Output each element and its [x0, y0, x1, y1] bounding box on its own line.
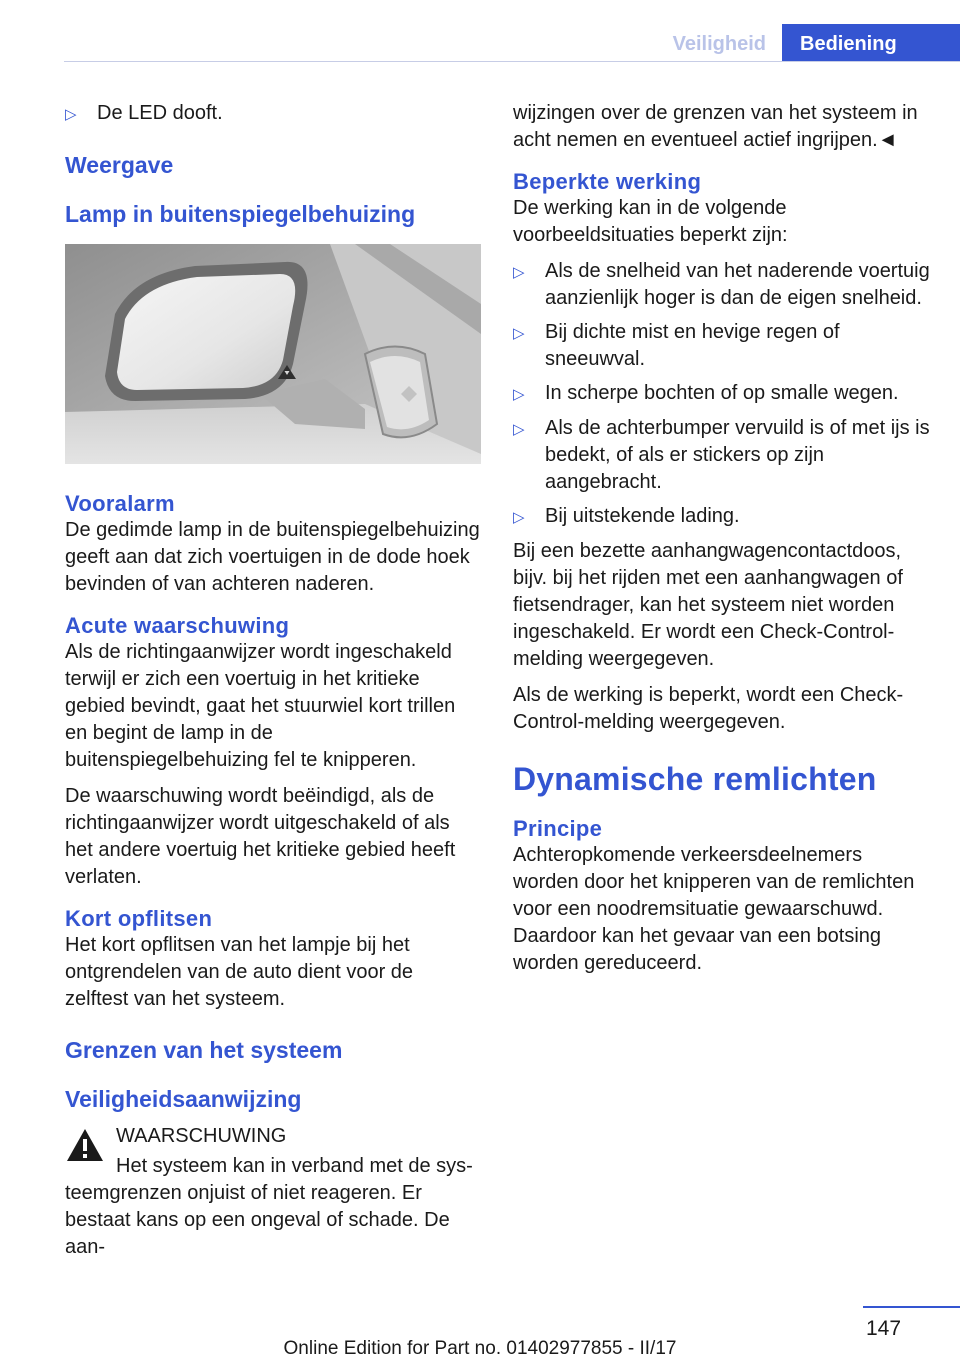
list-item: ▷ De LED dooft.: [65, 100, 481, 128]
paragraph: Achteropkomende verkeersdeelnemers worden door het knipperen van de remlichten voor een noodremsituatie gewaarschuwd. Daardoor kan het gevaar van een botsing worden gereduceerd.: [513, 844, 915, 974]
heading-grenzen: Grenzen van het systeem: [65, 1037, 343, 1063]
paragraph: wijzingen over de grenzen van het systeem in acht nemen en eventueel actief ingrijpen.◄: [513, 102, 918, 151]
heading-lamp: Lamp in buitenspiegelbehuizing: [65, 201, 416, 227]
bullet-triangle-icon: ▷: [513, 421, 525, 438]
current-section-tab: Bediening: [782, 24, 960, 62]
page-number: 147: [866, 1317, 902, 1340]
list-item: ▷ In scherpe bochten of op smalle wegen.: [513, 380, 933, 408]
warning-line: Het systeem kan in verband met de sys-: [116, 1155, 473, 1177]
header-rule: [64, 61, 960, 62]
paragraph: Als de richtingaanwijzer wordt ingeschakeld terwijl er zich een voertuig in het kritieke gebied bevindt, gaat het stuurwiel kort trillen en begint de lamp in de buitenspiegelbehuizing fel te knipperen.: [65, 641, 456, 771]
section-tab: Veiligheid: [657, 24, 782, 62]
heading-vooralarm: Vooralarm: [65, 491, 175, 516]
heading-kort: Kort opflitsen: [65, 906, 213, 931]
list-item: ▷ Als de snelheid van het naderende voertuig aanzienlijk hoger is dan de eigen snelheid.: [513, 258, 933, 312]
bullet-triangle-icon: ▷: [65, 106, 77, 123]
bullet-triangle-icon: ▷: [513, 509, 525, 526]
edition-note: Online Edition for Part no. 01402977855 - II/17: [283, 1338, 677, 1359]
paragraph: De waarschuwing wordt beëindigd, als de richtingaanwijzer wordt uitgeschakeld of als het andere voertuig het kritieke gebied heeft verlaten.: [65, 785, 456, 888]
list-item: ▷ Als de achterbumper vervuild is of met ijs is bedekt, of als er stickers op zijn aangebracht.: [513, 415, 933, 496]
heading-acute: Acute waarschuwing: [65, 613, 290, 638]
footer-rule: [863, 1306, 960, 1308]
left-column: [65, 100, 481, 1261]
heading-principe: Principe: [513, 816, 603, 841]
warning-triangle-icon: [65, 1127, 105, 1163]
heading-beperkte: Beperkte werking: [513, 169, 702, 194]
warning-block: [65, 1123, 481, 1261]
paragraph: Als de werking is beperkt, wordt een Check-Control-melding weergegeven.: [513, 684, 904, 733]
heading-dynamische: Dynamische remlichten: [513, 761, 877, 797]
paragraph: Het kort opflitsen van het lampje bij het ontgrendelen van de auto dient voor de zelftest van het systeem.: [65, 934, 414, 1010]
paragraph: De gedimde lamp in de buitenspiegelbehuizing geeft aan dat zich voertuigen in de dode hoek bevinden of van achteren naderen.: [65, 519, 480, 595]
heading-weergave: Weergave: [65, 152, 174, 178]
mirror-photo: [65, 244, 481, 464]
paragraph: De werking kan in de volgende voorbeeldsituaties beperkt zijn:: [513, 197, 788, 246]
right-column: [513, 100, 933, 986]
list-item: ▷ Bij uitstekende lading.: [513, 503, 933, 531]
header-tabs: [657, 24, 960, 62]
warning-text: teemgrenzen onjuist of niet reageren. Er bestaat kans op een ongeval of schade. De aan-: [65, 1182, 450, 1258]
bullet-triangle-icon: ▷: [513, 386, 525, 403]
paragraph: Bij een bezette aanhangwagencontactdoos, bijv. bij het rijden met een aanhangwagen of fietsendrager, kan het systeem niet worden ingeschakeld. Er wordt een Check-Control-melding weergegeven.: [513, 540, 903, 670]
bullet-triangle-icon: ▷: [513, 325, 525, 342]
warning-title: WAARSCHUWING: [116, 1125, 287, 1147]
bullet-triangle-icon: ▷: [513, 264, 525, 281]
list-item: ▷ Bij dichte mist en hevige regen of sneeuwval.: [513, 319, 933, 373]
heading-veiligheid: Veiligheidsaanwijzing: [65, 1086, 302, 1112]
